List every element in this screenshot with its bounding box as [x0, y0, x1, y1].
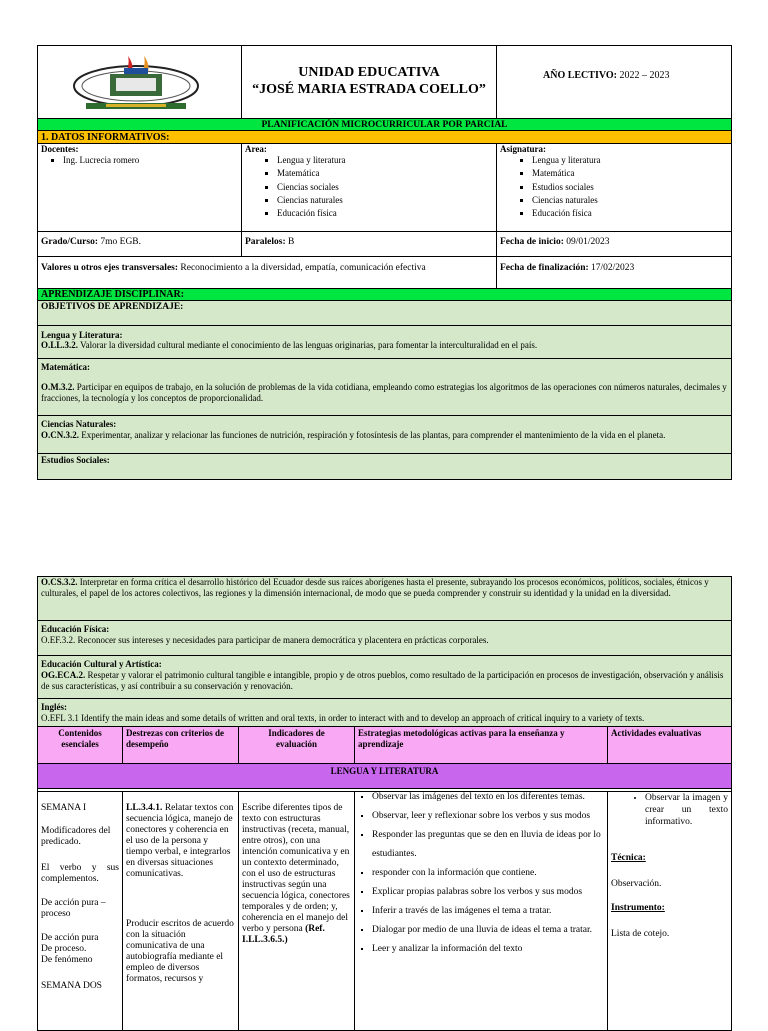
- docentes-label: Docentes:: [41, 144, 79, 154]
- fin-cell: [496, 256, 732, 289]
- contenido-item: De acción pura: [41, 933, 99, 943]
- contenido-item: El verbo y sus complementos.: [41, 863, 119, 884]
- contenidos-cell: [37, 791, 123, 1031]
- area-cell: [241, 143, 497, 232]
- eca-objetivo-text: [41, 670, 728, 692]
- area-item: ▪ Ciencias naturales: [277, 194, 493, 207]
- lengua-objetivo: [37, 325, 732, 359]
- eca-title: Educación Cultural y Artística:: [41, 659, 162, 669]
- mate-objetivo-text: [41, 382, 728, 404]
- grado-value: 7mo EGB.: [100, 237, 142, 247]
- school-logo-icon: [66, 52, 206, 112]
- docentes-cell: [37, 143, 242, 232]
- inicio-value: 09/01/2023: [566, 237, 610, 247]
- actividades-cell: [607, 791, 732, 1031]
- paralelos-cell: [241, 231, 497, 257]
- contenido-item: Modificadores del predicado.: [41, 826, 111, 847]
- inicio-label: Fecha de inicio:: [500, 237, 564, 247]
- school-line1: UNIDAD EDUCATIVA: [298, 65, 440, 80]
- indicador-body: Escribe diferentes tipos de texto con estructuras instructivas (receta, manual, entre otros), con una intención comunicativa y en un contexto determinado, con el uso de estructuras instructivas según una secuencia lógica, conectores temporales y de orden; y, coherencia en el manejo del verbo y persona: [242, 803, 350, 934]
- page-one: [37, 45, 732, 480]
- indicador-text: [242, 803, 351, 946]
- col-header-contenidos: Contenidos esenciales: [37, 726, 123, 764]
- cn-title: Ciencias Naturales:: [41, 419, 117, 429]
- ingles-text: O.EFL 3.1 Identify the main ideas and some details of written and oral texts, in order to interact with and to develop an approach of critical inquiry to a variety of texts.: [41, 712, 645, 723]
- cn-objetivo-text: [41, 430, 728, 441]
- es-objetivo: [37, 453, 732, 480]
- fin-value: 17/02/2023: [591, 263, 635, 273]
- contenido-item: SEMANA DOS: [41, 981, 102, 991]
- area-item: ▪ Matemática: [277, 167, 493, 180]
- estrategia-item: ▪ Dialogar por medio de una lluvia de ideas el tema a tratar.: [372, 921, 604, 940]
- docentes-list: [41, 154, 238, 167]
- actividad-list: [611, 792, 728, 828]
- destreza-text: Relatar textos con secuencia lógica, manejo de conectores y coherencia en el uso de la persona y tiempo verbal, e integrarlos en diversas situaciones comunicativas.: [126, 803, 234, 879]
- ingles-objetivo: [37, 698, 732, 727]
- subject-band: LENGUA Y LITERATURA: [37, 763, 732, 789]
- year-label: AÑO LECTIVO:: [543, 70, 617, 81]
- asignatura-label: Asignatura:: [500, 144, 547, 154]
- valores-label: Valores u otros ejes transversales:: [41, 263, 179, 273]
- col-header-estrategias: Estrategias metodológicas activas para la enseñanza y aprendizaje: [354, 726, 608, 764]
- valores-value: Reconocimiento a la diversidad, empatía, comunicación efectiva: [180, 263, 426, 273]
- estrategia-item: ▪ Responder las preguntas que se den en lluvia de ideas por lo estudiantes.: [372, 826, 604, 864]
- asignatura-cell: [496, 143, 732, 232]
- destreza-code: LL.3.4.1.: [126, 803, 163, 813]
- es-title: Estudios Sociales:: [41, 455, 110, 465]
- area-label: Area:: [245, 144, 267, 154]
- col-header-actividades: Actividades evaluativas: [607, 726, 732, 764]
- col-header-destrezas: Destrezas con criterios de desempeño: [122, 726, 239, 764]
- estrategias-list: [360, 788, 604, 959]
- area-item: ▪ Ciencias sociales: [277, 181, 493, 194]
- estrategia-item: ▪ Observar las imágenes del texto en los diferentes temas.: [372, 788, 604, 807]
- plan-title: PLANIFICACIÓN MICROCURRICULAR POR PARCIAL: [37, 118, 732, 131]
- cn-text: Experimentar, analizar y relacionar las funciones de nutrición, respiración y fotosíntesis de las plantas, para comprender el mantenimiento de la vida en el planeta.: [81, 429, 666, 440]
- asignatura-item: ▪ Lengua y literatura: [532, 154, 728, 167]
- datos-section-header: 1. DATOS INFORMATIVOS:: [37, 130, 732, 144]
- aprendizaje-section-header: APRENDIZAJE DISCIPLINAR:: [37, 288, 732, 301]
- inicio-cell: [496, 231, 732, 257]
- logo-cell: [37, 45, 242, 119]
- eca-code: OG.ECA.2.: [41, 670, 86, 680]
- ingles-title: Inglés:: [41, 702, 68, 712]
- estrategia-item: ▪ Explicar propias palabras sobre los verbos y sus modos: [372, 883, 604, 902]
- area-item: ▪ Lengua y literatura: [277, 154, 493, 167]
- asignatura-item: ▪ Estudios sociales: [532, 181, 728, 194]
- tecnica-value: Observación.: [611, 879, 662, 889]
- estrategia-item: ▪ responder con la información que contiene.: [372, 864, 604, 883]
- instrumento-label: Instrumento:: [611, 903, 665, 913]
- destreza-1: [126, 803, 235, 880]
- ef-objetivo: [37, 620, 732, 656]
- asignatura-item: ▪ Ciencias naturales: [532, 194, 728, 207]
- instrumento-value: Lista de cotejo.: [611, 929, 670, 939]
- cn-objetivo: [37, 415, 732, 454]
- actividad-item: • Observar la imagen y crear un texto informativo.: [645, 792, 728, 828]
- col-header-indicadores: Indicadores de evaluación: [238, 726, 355, 764]
- asignatura-item: ▪ Matemática: [532, 167, 728, 180]
- ef-text: O.EF.3.2. Reconocer sus intereses y necesidades para participar de manera democrática y placentera en prácticas corporales.: [41, 634, 489, 645]
- destrezas-cell: [122, 791, 239, 1031]
- lengua-text: Valorar la diversidad cultural mediante el conocimiento de las lenguas originarias, para fomentar la interculturalidad en el país.: [80, 340, 538, 350]
- indicador-ref: (Ref. I.LL.3.6.5.): [242, 924, 325, 945]
- paralelos-label: Paralelos:: [245, 237, 286, 247]
- tecnica-label: Técnica:: [611, 853, 646, 863]
- destreza-2: Producir escritos de acuerdo con la situación comunicativa de una autobiografía mediante el empleo de diversos formatos, recursos y: [126, 919, 234, 984]
- contenido-item: De proceso.: [41, 944, 87, 954]
- indicadores-cell: [238, 791, 355, 1031]
- page-two: [37, 576, 732, 1024]
- school-line2: “JOSÉ MARIA ESTRADA COELLO”: [252, 82, 486, 97]
- area-list: [245, 154, 493, 220]
- asignatura-list: [500, 154, 728, 220]
- area-item: ▪ Educación física: [277, 207, 493, 220]
- eca-text: Respetar y valorar el patrimonio cultural tangible e intangible, propio y de otros pueblos, como resultado de la participación en procesos de investigación, observación y análisis de sus características, y así contribuir a su conservación y renovación.: [41, 670, 724, 691]
- estrategia-item: ▪ Inferir a través de las imágenes el tema a tratar.: [372, 902, 604, 921]
- estrategias-cell: [354, 791, 608, 1031]
- cn-code: O.CN.3.2.: [41, 429, 79, 440]
- eca-objetivo: [37, 655, 732, 699]
- asignatura-item: ▪ Educación física: [532, 207, 728, 220]
- mate-title: Matemática:: [41, 362, 90, 372]
- cs-text: Interpretar en forma crítica el desarrollo histórico del Ecuador desde sus raíces aborígenes hasta el presente, subrayando los procesos económicos, políticos, sociales, étnicos y culturales, el papel de los actores colectivos, las regiones y la dimensión internacional, de modo que se pueda comprender y construir su identidad y la unidad en la diversidad.: [41, 577, 709, 598]
- mate-code: O.M.3.2.: [41, 382, 75, 392]
- year-value: 2022 – 2023: [619, 70, 670, 81]
- mate-text: Participar en equipos de trabajo, en la solución de problemas de la vida cotidiana, empleando como estrategias los algoritmos de las operaciones con números naturales, decimales y fracciones, la tecnología y los conceptos de proporcionalidad.: [41, 382, 727, 403]
- contenido-item: SEMANA I: [41, 803, 87, 813]
- lengua-code: O.LL.3.2.: [41, 340, 79, 350]
- estrategia-item: ▪ Leer y analizar la información del texto: [372, 940, 604, 959]
- paralelos-value: B: [288, 237, 295, 247]
- valores-cell: [37, 256, 497, 289]
- grado-label: Grado/Curso:: [41, 237, 98, 247]
- mate-objetivo: [37, 358, 732, 416]
- objetivos-header: OBJETIVOS DE APRENDIZAJE:: [37, 300, 732, 326]
- lengua-title: Lengua y Literatura:: [41, 330, 123, 340]
- contenido-item: De fenómeno: [41, 955, 93, 965]
- fin-label: Fecha de finalización:: [500, 263, 589, 273]
- school-name-cell: [241, 45, 497, 119]
- estrategia-item: ▪ Observar, leer y reflexionar sobre los verbos y sus modos: [372, 807, 604, 826]
- lengua-objetivo-text: [41, 340, 728, 350]
- contenido-item: De acción pura – proceso: [41, 898, 106, 919]
- year-cell: [496, 45, 732, 119]
- grado-cell: [37, 231, 242, 257]
- cs-code: O.CS.3.2.: [41, 577, 78, 587]
- ef-title: Educación Física:: [41, 624, 110, 634]
- cs-objetivo: [37, 576, 732, 621]
- docente-item: ▪ Ing. Lucrecia romero: [63, 154, 238, 167]
